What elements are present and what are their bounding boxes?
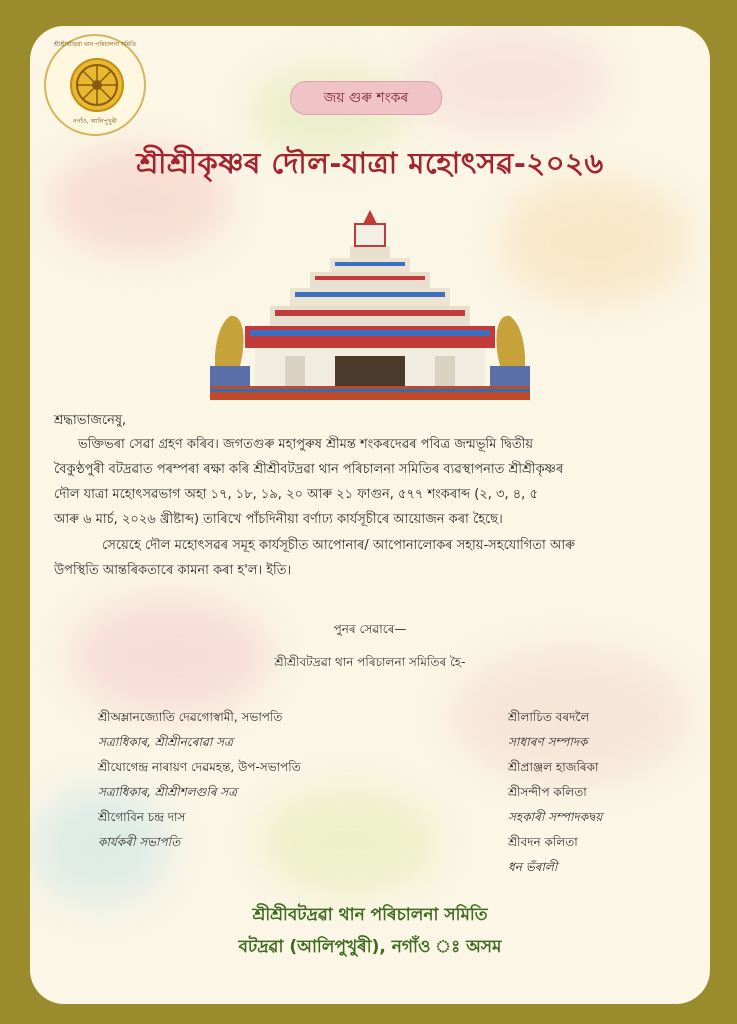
temple-illustration [195, 206, 545, 406]
signatory-line: ধন ভঁৰালী [508, 860, 558, 874]
signatory-line: কাৰ্যকৰী সভাপতি [98, 835, 181, 849]
signatory-line: শ্ৰীসন্দীপ কলিতা [508, 785, 587, 799]
seal-wheel-icon [70, 58, 124, 112]
text-line: ভক্তিভৰা সেৱা গ্ৰহণ কৰিব। জগতগুৰু মহাপুৰুষ শ্ৰীমন্ত শংকৰদেৱৰ পবিত্ৰ জন্মভূমি দ্বিতীয় [78, 437, 534, 452]
footer-organization: শ্ৰীশ্ৰীবটদ্ৰৱা থান পৰিচালনা সমিতি [252, 905, 488, 925]
seal-sub-text: নগাঁও, আলিপুখুৰী [73, 118, 117, 125]
footer-address: বটদ্ৰৱা (আলিপুখুৰী), নগাঁও ঃ অসম [238, 937, 502, 957]
text-line: দৌল যাত্ৰা মহোৎসৱভাগ অহা ১৭, ১৮, ১৯, ২০ আৰু ২১ ফাগুন, ৫৭৭ শংকৰাব্দ (২, ৩, ৪, ৫ [54, 487, 538, 502]
signatory-line: শ্ৰীবদন কলিতা [508, 835, 578, 849]
signatory-line: সত্ৰাধিকাৰ, শ্ৰীশ্ৰীনৰোৱা সত্ৰ [98, 735, 233, 749]
salutation: শ্ৰদ্ধাভাজনেষু, [54, 413, 127, 428]
closing-text: পুনৰ সেৱাৰে— [333, 622, 407, 636]
color-splash [410, 26, 610, 136]
greeting-badge: জয় গুৰু শংকৰ [290, 81, 442, 115]
invitation-card [30, 26, 710, 1004]
text-line: আৰু ৬ মাৰ্চ, ২০২৬ খ্ৰীষ্টাব্দ) তাৰিখে পাঁচদিনীয়া বৰ্ণাঢ্য কাৰ্যসূচীৰে আয়োজন কৰা হৈছে। [54, 512, 503, 527]
signatory-line: শ্ৰীঅম্লানজ্যোতি দেৱগোস্বামী, সভাপতি [98, 710, 283, 724]
signatory-line: সাধাৰণ সম্পাদক [508, 735, 588, 749]
signatory-line: শ্ৰীগোবিন চন্দ্ৰ দাস [98, 810, 186, 824]
signatory-line: শ্ৰীপ্ৰাঞ্জল হাজৰিকা [508, 760, 599, 774]
signatory-line: সত্ৰাধিকাৰ, শ্ৰীশ্ৰীশলগুৰি সত্ৰ [98, 785, 238, 799]
page-title: শ্ৰীশ্ৰীকৃষ্ণৰ দৌল-যাত্ৰা মহোৎসৱ-২০২৬ [136, 146, 604, 180]
signatory-line: শ্ৰীলাচিত বৰদলৈ [508, 710, 590, 724]
text-line: সেয়েহে দৌল মহোৎসৱৰ সমূহ কাৰ্যসূচীত আপোনাৰ/ আপোনালোকৰ সহায়-সহযোগিতা আৰু [102, 538, 575, 553]
seal-ring-text: শ্ৰীশ্ৰীবটদ্ৰৱা থান পৰিচালনা সমিতি [53, 41, 137, 48]
organization-seal [44, 34, 146, 136]
signatory-line: শ্ৰীযোগেন্দ্ৰ নাৰায়ণ দেৱমহন্ত, উপ-সভাপতি [98, 760, 301, 774]
text-line: উপস্থিতি আন্তৰিকতাৰে কামনা কৰা হ'ল। ইতি। [54, 563, 292, 578]
color-splash [260, 786, 440, 896]
on-behalf-text: শ্ৰীশ্ৰীবটদ্ৰৱা থান পৰিচালনা সমিতিৰ হৈ- [274, 655, 466, 669]
letter-paragraph-1 [54, 432, 684, 532]
signatory-line: সহকাৰী সম্পাদকদ্বয় [508, 810, 603, 824]
letter-paragraph-2 [54, 533, 684, 583]
text-line: বৈকুণ্ঠপুৰী বটদ্ৰৱাত পৰম্পৰা ৰক্ষা কৰি শ্ৰীশ্ৰীবটদ্ৰৱা থান পৰিচালনা সমিতিৰ ব্যৱস্থাপনাত শ্ৰীশ্ৰীকৃষ্ণৰ [54, 462, 564, 477]
